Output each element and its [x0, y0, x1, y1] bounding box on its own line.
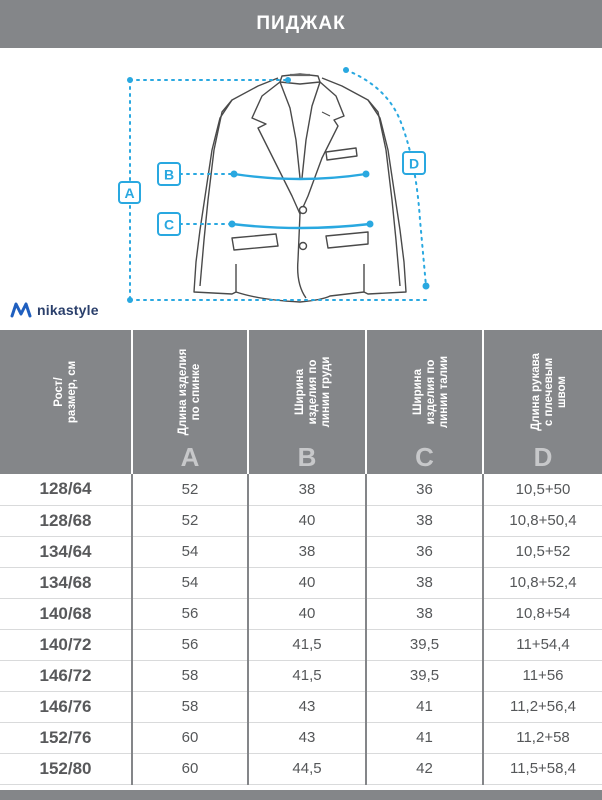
col-header-b-label: Ширина изделия по линии груди	[293, 356, 332, 428]
size-cell: 146/76	[0, 691, 132, 722]
measure-cell: 36	[366, 474, 483, 505]
table-row	[0, 753, 602, 784]
measure-cell: 11+56	[483, 660, 602, 691]
measure-cell: 58	[132, 660, 248, 691]
measure-cell: 39,5	[366, 660, 483, 691]
measure-cell: 58	[132, 691, 248, 722]
table-row	[0, 567, 602, 598]
measure-cell: 10,5+50	[483, 474, 602, 505]
size-cell: 134/64	[0, 536, 132, 567]
measure-cell: 41,5	[248, 629, 366, 660]
size-cell: 140/68	[0, 598, 132, 629]
measure-cell: 43	[248, 691, 366, 722]
measure-cell: 38	[248, 536, 366, 567]
col-header-a-label: Длина изделия по спинке	[177, 348, 202, 436]
measure-cell: 52	[132, 474, 248, 505]
table-row	[0, 536, 602, 567]
marker-d	[403, 152, 425, 174]
nikastyle-logo-icon	[10, 302, 32, 318]
col-header-c	[366, 330, 483, 474]
measure-cell: 11,5+58,4	[483, 753, 602, 784]
brand	[10, 300, 99, 320]
measure-cell: 38	[366, 567, 483, 598]
size-table-header-row	[0, 330, 602, 474]
title-bar	[0, 0, 602, 48]
measure-cell: 56	[132, 629, 248, 660]
size-table	[0, 330, 602, 785]
jacket-illustration	[0, 48, 602, 330]
table-row	[0, 691, 602, 722]
measure-cell: 10,8+50,4	[483, 505, 602, 536]
marker-c-label: C	[163, 216, 175, 233]
size-cell: 140/72	[0, 629, 132, 660]
jacket-drawing	[194, 74, 406, 302]
measure-cell: 41	[366, 722, 483, 753]
page-title: ПИДЖАК	[256, 13, 346, 34]
measure-cell: 38	[366, 505, 483, 536]
table-row	[0, 598, 602, 629]
table-row	[0, 474, 602, 505]
measure-cell: 52	[132, 505, 248, 536]
measure-cell: 36	[366, 536, 483, 567]
col-header-a-letter: A	[180, 442, 200, 472]
measure-cell: 11+54,4	[483, 629, 602, 660]
size-cell: 146/72	[0, 660, 132, 691]
measure-cell: 39,5	[366, 629, 483, 660]
size-cell: 128/64	[0, 474, 132, 505]
table-row	[0, 505, 602, 536]
size-cell: 128/68	[0, 505, 132, 536]
col-header-a	[132, 330, 248, 474]
measure-cell: 56	[132, 598, 248, 629]
col-header-d-letter: D	[533, 442, 553, 472]
measure-cell: 44,5	[248, 753, 366, 784]
measure-cell: 54	[132, 567, 248, 598]
col-header-c-letter: C	[415, 442, 434, 472]
brand-name: nikastyle	[37, 302, 99, 318]
measure-cell: 40	[248, 567, 366, 598]
table-row	[0, 722, 602, 753]
marker-a	[119, 182, 140, 203]
footer-bar	[0, 790, 602, 800]
measure-cell: 10,8+54	[483, 598, 602, 629]
size-cell: 134/68	[0, 567, 132, 598]
marker-c	[158, 213, 180, 235]
table-row	[0, 629, 602, 660]
measure-cell: 10,8+52,4	[483, 567, 602, 598]
marker-d-label: D	[408, 155, 420, 172]
measure-cell: 54	[132, 536, 248, 567]
measure-cell: 60	[132, 722, 248, 753]
col-header-c-label: Ширина изделия по линии талии	[411, 355, 449, 429]
measure-cell: 11,2+58	[483, 722, 602, 753]
measure-cell: 43	[248, 722, 366, 753]
size-cell: 152/80	[0, 753, 132, 784]
measure-cell: 40	[248, 505, 366, 536]
table-row	[0, 660, 602, 691]
measure-cell: 11,2+56,4	[483, 691, 602, 722]
col-header-size	[0, 330, 132, 474]
size-cell: 152/76	[0, 722, 132, 753]
col-header-size-label: Рост/ размер, см	[52, 360, 78, 424]
marker-a-label: A	[124, 185, 135, 201]
col-header-d-label: Длина рукава с плечевым швом	[529, 353, 568, 431]
col-header-b	[248, 330, 366, 474]
col-header-d	[483, 330, 602, 474]
marker-b	[158, 163, 180, 185]
measure-cell: 38	[366, 598, 483, 629]
measure-cell: 42	[366, 753, 483, 784]
measure-cell: 60	[132, 753, 248, 784]
measure-cell: 10,5+52	[483, 536, 602, 567]
col-header-b-letter: B	[297, 442, 317, 472]
measure-cell: 40	[248, 598, 366, 629]
measure-cell: 38	[248, 474, 366, 505]
measure-cell: 41,5	[248, 660, 366, 691]
marker-b-label: B	[163, 166, 175, 183]
measure-cell: 41	[366, 691, 483, 722]
